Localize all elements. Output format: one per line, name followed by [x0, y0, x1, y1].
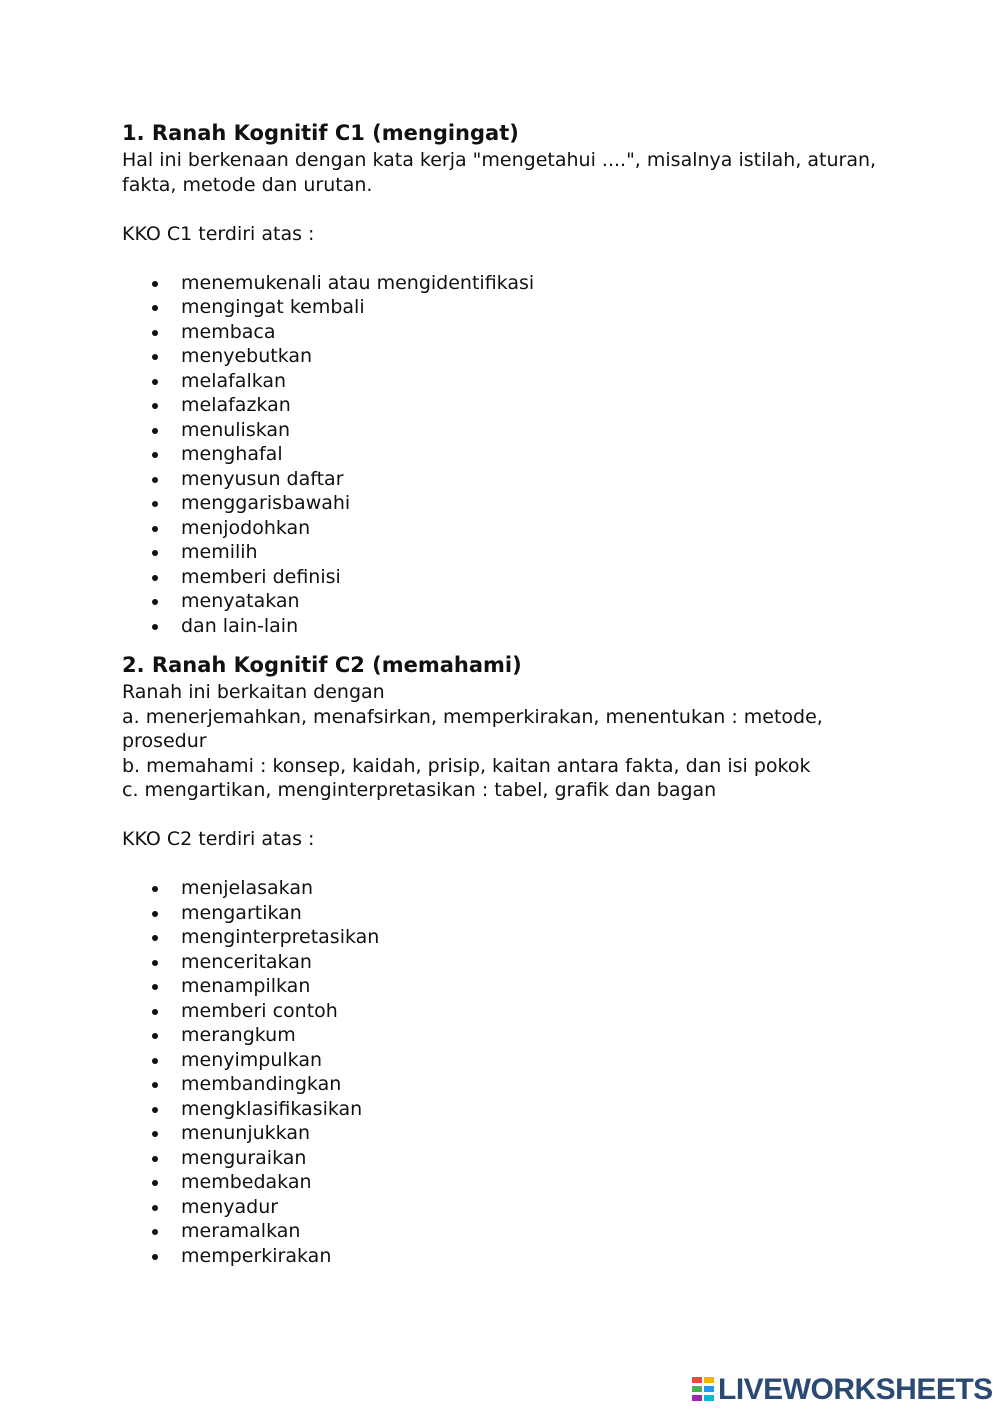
liveworksheets-logo-text: LIVEWORKSHEETS: [718, 1373, 993, 1406]
bullet-icon: [152, 379, 158, 385]
list-item: menjelasakan: [122, 876, 892, 901]
bullet-icon: [152, 452, 158, 458]
list-item: menggarisbawahi: [122, 491, 892, 516]
bullet-icon: [152, 354, 158, 360]
list-item: merangkum: [122, 1023, 892, 1048]
liveworksheets-logo[interactable]: [692, 1372, 993, 1408]
bullet-icon: [152, 1131, 158, 1137]
list-item: menghafal: [122, 442, 892, 467]
list-item: memberi contoh: [122, 999, 892, 1024]
section-c1: [122, 118, 892, 638]
list-item: menunjukkan: [122, 1121, 892, 1146]
kko-c1-list: [122, 271, 892, 639]
bullet-icon: [152, 1205, 158, 1211]
section-c1-description: Hal ini berkenaan dengan kata kerja "mengetahui ....", misalnya istilah, aturan, fakta, metode dan urutan.: [122, 149, 877, 196]
list-item: membandingkan: [122, 1072, 892, 1097]
bullet-icon: [152, 1254, 158, 1260]
list-item: dan lain-lain: [122, 614, 892, 639]
list-item: melafalkan: [122, 369, 892, 394]
bullet-icon: [152, 886, 158, 892]
section-c2-kko-intro: KKO C2 terdiri atas :: [122, 828, 315, 850]
bullet-icon: [152, 1107, 158, 1113]
list-item: mengartikan: [122, 901, 892, 926]
list-item: menuliskan: [122, 418, 892, 443]
section-c2-title: 2. Ranah Kognitif C2 (memahami): [122, 653, 522, 677]
list-item: membaca: [122, 320, 892, 345]
bullet-icon: [152, 1082, 158, 1088]
list-item: menginterpretasikan: [122, 925, 892, 950]
section-c1-kko-intro: KKO C1 terdiri atas :: [122, 222, 315, 245]
bullet-icon: [152, 1058, 158, 1064]
bullet-icon: [152, 477, 158, 483]
list-item: menyatakan: [122, 589, 892, 614]
bullet-icon: [152, 1156, 158, 1162]
bullet-icon: [152, 935, 158, 941]
list-item: meramalkan: [122, 1219, 892, 1244]
list-item: menyusun daftar: [122, 467, 892, 492]
section-c2-line-a: a. menerjemahkan, menafsirkan, memperkirakan, menentukan : metode, prosedur: [122, 705, 823, 752]
bullet-icon: [152, 428, 158, 434]
bullet-icon: [152, 960, 158, 966]
bullet-icon: [152, 984, 158, 990]
list-item: mengingat kembali: [122, 295, 892, 320]
list-item: memilih: [122, 540, 892, 565]
bullet-icon: [152, 599, 158, 605]
bullet-icon: [152, 403, 158, 409]
section-c2-line-c: c. mengartikan, menginterpretasikan : tabel, grafik dan bagan: [122, 779, 717, 801]
section-c2-line-b: b. memahami : konsep, kaidah, prisip, kaitan antara fakta, dan isi pokok: [122, 754, 811, 777]
list-item: melafazkan: [122, 393, 892, 418]
bullet-icon: [152, 1009, 158, 1015]
list-item: menjodohkan: [122, 516, 892, 541]
bullet-icon: [152, 305, 158, 311]
list-item: membedakan: [122, 1170, 892, 1195]
list-item: menampilkan: [122, 974, 892, 999]
bullet-icon: [152, 624, 158, 630]
section-c2-intro: Ranah ini berkaitan dengan: [122, 681, 385, 703]
list-item: menceritakan: [122, 950, 892, 975]
list-item: mengklasifikasikan: [122, 1097, 892, 1122]
bullet-icon: [152, 1033, 158, 1039]
list-item: menyadur: [122, 1195, 892, 1220]
list-item: memberi definisi: [122, 565, 892, 590]
bullet-icon: [152, 330, 158, 336]
bullet-icon: [152, 1180, 158, 1186]
document-page: [122, 118, 892, 1268]
bullet-icon: [152, 575, 158, 581]
section-c2: [122, 650, 892, 1268]
bullet-icon: [152, 501, 158, 507]
section-c1-title: 1. Ranah Kognitif C1 (mengingat): [122, 121, 519, 145]
list-item: menguraikan: [122, 1146, 892, 1171]
bullet-icon: [152, 550, 158, 556]
bullet-icon: [152, 526, 158, 532]
list-item: menyimpulkan: [122, 1048, 892, 1073]
list-item: menyebutkan: [122, 344, 892, 369]
bullet-icon: [152, 281, 158, 287]
bullet-icon: [152, 911, 158, 917]
list-item: menemukenali atau mengidentifikasi: [122, 271, 892, 296]
liveworksheets-logo-icon: [692, 1375, 716, 1405]
kko-c2-list: [122, 876, 892, 1268]
list-item: memperkirakan: [122, 1244, 892, 1269]
bullet-icon: [152, 1229, 158, 1235]
